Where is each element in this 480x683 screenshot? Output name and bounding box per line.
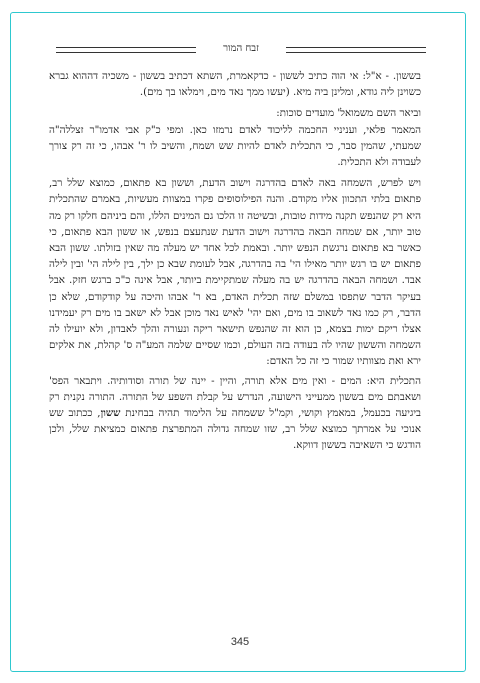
paragraph-conclusion	[49, 373, 421, 454]
emphasized-word: ששון	[100, 407, 121, 420]
paragraph-explanation: ויש לפרש, השמחה באה לאדם בהדרגה וישוב הדעת, וששון בא פתאום, כמוצא שלל רב, פתאום בלתי התכוון אליו מקודם. והנה הפילוסופים פקרו במצוות מעשיות, באמרם שהתכלית היא רק שהנפש תקנה מידות טובות, ובשיטה זו הלכו גם המינים הללו, והם ביניהם חלקו רק מה טוב יותר, אם שמחה הבאה בהדרגה וישוב הדעת שנתעצם בנפש, או ששון הבא פתאום, כי כאשר בא פתאום נרגשת הנפש יותר. ובאמת לכל אחד יש מעלה מה שאין בזולתו. ששון הבא פתאום יש בו רגש יותר מאילו הי' בה בהדרגה, אבל לעומת שבא כן ילך, בין לילה הי' ובין לילה אבד. ושמחה הבאה בהדרגה יש בה מעלה שמתקיימת ביותר, אבל אינה כ"כ ברגש חזק. אבל בעיקר הדבר שתפסו במשלם שזה תכלית האדם, בא ר' אבהו והיכה על קודקודם, שלא כן הדבר, רק כמו נאד לשאוב בו מים, ואם יהי' לאיש נאד מוכן אבל לא ישאב בו מים רק יעמידנו אצלו ריקם ימות בצמא, כן הוא זה שהנפש תישאר ריקה ונעורה והלך לאבדון, ולא יועילו לה השמחה והששון שהיו לה בעודה בזה העולם, וכמו שסיים שלמה המע"ה ס' קהלת, את אלקים ירא ואת מצוותיו שמור כי זה כל האדם:	[49, 177, 421, 368]
paragraph-source-heading: וביאר השם משמואל' מועדים סוכות:	[276, 107, 421, 120]
running-header	[56, 44, 426, 58]
header-rule-right	[286, 47, 426, 53]
page-body	[49, 68, 421, 454]
conclusion-text-start: התכלית היא: המים - ואין מים אלא תורה, והיין - יינה של תורה וסודותיה. ויתבאר הפס' ושאבתם מים בששון ממעייני הישועה, הנדרש על קבלת השפע של התורה. התורה נקנית רק ביגיעה בכעמל, במאמץ וקושי, וקמ"ל ששמחה על הלימוד תהיה בבחינת	[49, 374, 422, 420]
paragraph-talmud-quote: בששון. - א"ל: אי הוה כתיב לששון - כדקאמרת, השתא דכתיב בששון - משכיה דההוא גברא כשוינן ליה גודא, ומלינן ביה מיא. (יעשו ממך נאד מים, וימלאו בך מים).	[49, 70, 421, 99]
header-rule-left	[56, 47, 196, 53]
header-title: זבח המור	[223, 43, 259, 54]
paragraph-father-teaching: המאמר פלאי, ועניניי החכמה לליכוד לאדם נרמזו כאן. ומפי כ"ק אבי אדמו"ר זצללה"ה שמעתי, שהמין סבר, כי התכלית לאדם להיות שש ושמח, והשיב לו ר' אבהו, כי זה רק צורך לעבודה ולא התכלית.	[49, 123, 421, 169]
conclusion-text-end: , ככתוב שש אנוכי על אמרתך כמוצא שלל רב, שזו שמחה גדולה המתפרצת פתאום כמציאת שלל, ולכן הודגש כי השאיבה בששון דווקא.	[49, 407, 421, 452]
page-number: 345	[230, 636, 250, 648]
